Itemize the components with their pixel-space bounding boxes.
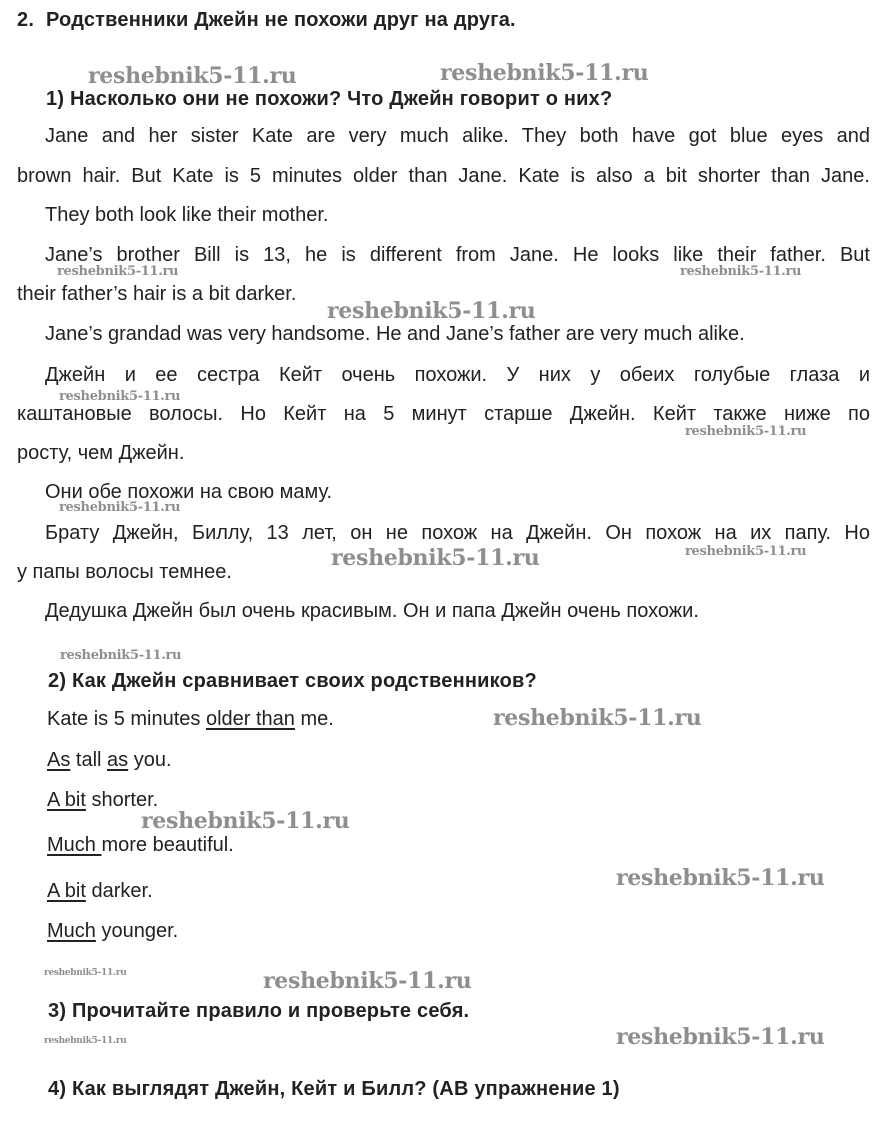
ru-paragraph-3-line-1: Брату Джейн, Биллу, 13 лет, он не похож на Джейн. Он похож на их папу. Но bbox=[45, 522, 870, 544]
answer-underlined: A bit bbox=[47, 789, 86, 811]
answer-text: darker. bbox=[85, 880, 153, 902]
en-paragraph-3-line-1: Jane’s brother Bill is 13, he is different from Jane. He looks like their father. But bbox=[45, 244, 870, 266]
watermark: reshebnik5-11.ru bbox=[44, 968, 127, 978]
answer-underlined: as bbox=[107, 749, 129, 771]
answer-text: Kate is 5 minutes bbox=[47, 708, 206, 730]
watermark: reshebnik5-11.ru bbox=[493, 705, 702, 731]
watermark: reshebnik5-11.ru bbox=[59, 500, 181, 515]
watermark: reshebnik5-11.ru bbox=[59, 389, 181, 404]
en-paragraph-2: They both look like their mother. bbox=[45, 204, 329, 226]
section1-question: 1) Насколько они не похожи? Что Джейн говорит о них? bbox=[46, 88, 613, 110]
ru-paragraph-2: Они обе похожи на свою маму. bbox=[45, 481, 333, 503]
en-paragraph-3-line-2: their father’s hair is a bit darker. bbox=[17, 283, 297, 305]
watermark: reshebnik5-11.ru bbox=[263, 968, 472, 994]
section2-question: 2) Как Джейн сравнивает своих родственников? bbox=[48, 670, 537, 692]
ru-paragraph-4: Дедушка Джейн был очень красивым. Он и папа Джейн очень похожи. bbox=[45, 600, 699, 622]
section3-question: 3) Прочитайте правило и проверьте себя. bbox=[48, 1000, 470, 1022]
answer-underlined: Much bbox=[47, 920, 96, 942]
watermark: reshebnik5-11.ru bbox=[88, 63, 297, 89]
answer-line-6 bbox=[47, 921, 178, 941]
answer-text: more beautiful. bbox=[101, 834, 234, 856]
section4-question: 4) Как выглядят Джейн, Кейт и Билл? (AB упражнение 1) bbox=[48, 1078, 620, 1100]
answer-text: me. bbox=[294, 708, 334, 730]
exercise-number: 2. bbox=[17, 9, 35, 31]
watermark: reshebnik5-11.ru bbox=[44, 1036, 127, 1046]
answer-line-4 bbox=[47, 835, 234, 855]
watermark: reshebnik5-11.ru bbox=[141, 808, 350, 834]
answer-underlined: As bbox=[47, 749, 71, 771]
answer-text: you. bbox=[128, 749, 172, 771]
watermark: reshebnik5-11.ru bbox=[60, 648, 182, 663]
watermark: reshebnik5-11.ru bbox=[331, 545, 540, 571]
answer-text: shorter. bbox=[85, 789, 159, 811]
en-paragraph-1-line-2: brown hair. But Kate is 5 minutes older than Jane. Kate is also a bit shorter than Jane. bbox=[17, 165, 870, 187]
answer-text: tall bbox=[70, 749, 108, 771]
watermark: reshebnik5-11.ru bbox=[616, 1024, 825, 1050]
answer-line-2 bbox=[47, 750, 172, 770]
watermark: reshebnik5-11.ru bbox=[327, 298, 536, 324]
answer-text: younger. bbox=[95, 920, 179, 942]
ru-paragraph-3-line-2: у папы волосы темнее. bbox=[17, 561, 232, 583]
answer-line-1 bbox=[47, 709, 334, 729]
watermark: reshebnik5-11.ru bbox=[616, 865, 825, 891]
watermark: reshebnik5-11.ru bbox=[440, 60, 649, 86]
answer-underlined: Much bbox=[47, 834, 102, 856]
exercise-title: Родственники Джейн не похожи друг на друга. bbox=[46, 9, 516, 31]
ru-paragraph-1-line-1: Джейн и ее сестра Кейт очень похожи. У них у обеих голубые глаза и bbox=[45, 364, 870, 386]
watermark: reshebnik5-11.ru bbox=[685, 544, 807, 559]
ru-paragraph-1-line-2: каштановые волосы. Но Кейт на 5 минут старше Джейн. Кейт также ниже по bbox=[17, 403, 870, 425]
watermark: reshebnik5-11.ru bbox=[685, 424, 807, 439]
answer-line-5 bbox=[47, 881, 153, 901]
answer-underlined: A bit bbox=[47, 880, 86, 902]
watermark: reshebnik5-11.ru bbox=[680, 264, 802, 279]
watermark: reshebnik5-11.ru bbox=[57, 264, 179, 279]
ru-paragraph-1-line-3: росту, чем Джейн. bbox=[17, 442, 185, 464]
answer-line-3 bbox=[47, 790, 158, 810]
en-paragraph-4: Jane’s grandad was very handsome. He and Jane’s father are very much alike. bbox=[45, 323, 745, 345]
en-paragraph-1-line-1: Jane and her sister Kate are very much alike. They both have got blue eyes and bbox=[45, 125, 870, 147]
answer-underlined: older than bbox=[205, 708, 295, 730]
